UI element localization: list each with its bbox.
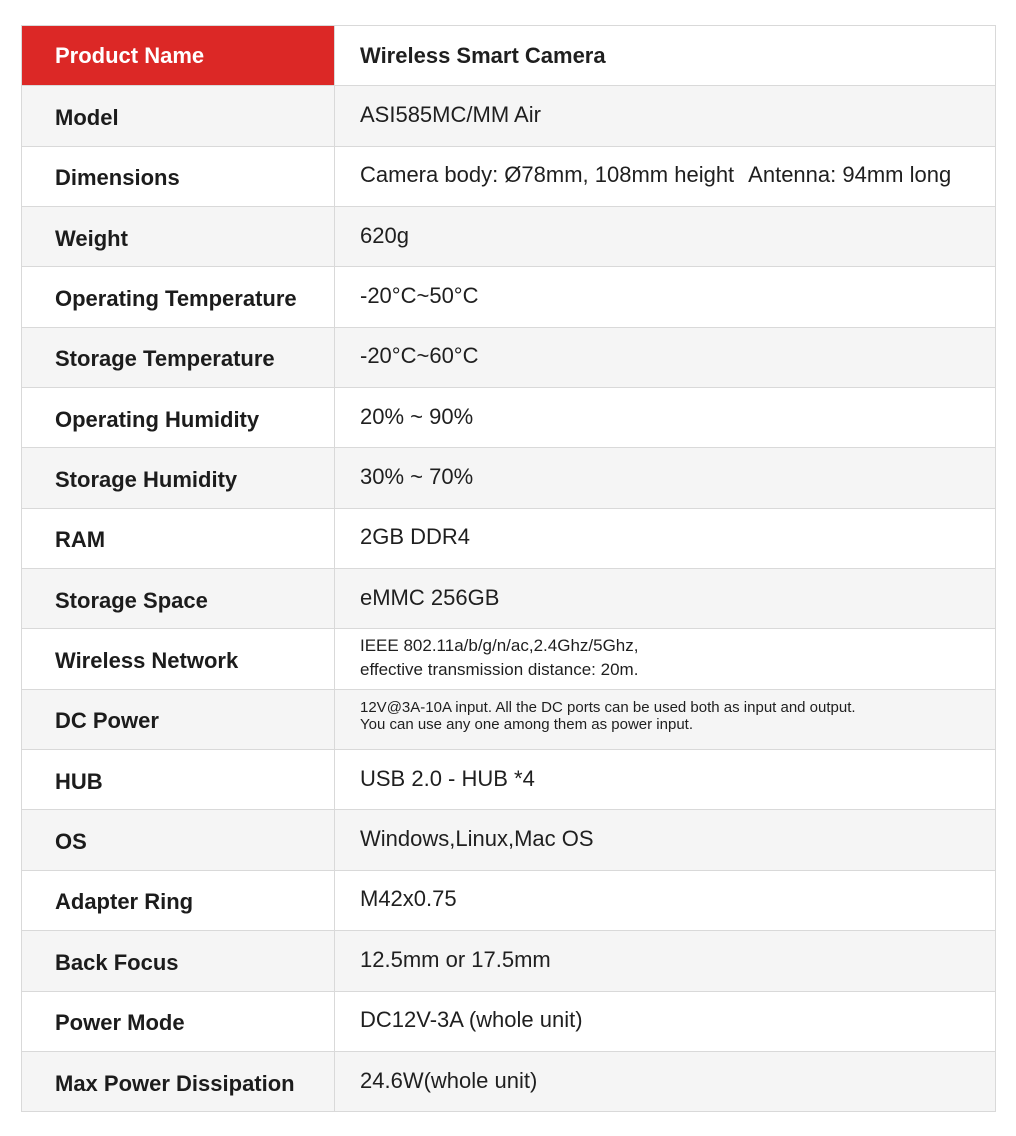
row-label: Max Power Dissipation bbox=[22, 1052, 335, 1111]
row-label: Weight bbox=[22, 207, 335, 266]
table-row-os bbox=[22, 810, 996, 870]
row-label: DC Power bbox=[22, 690, 335, 749]
row-value: 2GB DDR4 bbox=[335, 509, 996, 568]
table-row-operating-humidity bbox=[22, 388, 996, 448]
table-header-row bbox=[22, 26, 996, 86]
table-row-power-mode bbox=[22, 992, 996, 1052]
table-row-adapter-ring bbox=[22, 871, 996, 931]
row-label: Model bbox=[22, 86, 335, 145]
row-label: Wireless Network bbox=[22, 629, 335, 688]
row-value: 20% ~ 90% bbox=[335, 388, 996, 447]
table-row-back-focus bbox=[22, 931, 996, 991]
row-value: 620g bbox=[335, 207, 996, 266]
table-row-hub bbox=[22, 750, 996, 810]
row-value: -20°C~50°C bbox=[335, 267, 996, 326]
row-value: ASI585MC/MM Air bbox=[335, 86, 996, 145]
dc-power-line-2: You can use any one among them as power input. bbox=[360, 716, 694, 734]
header-label: Product Name bbox=[22, 26, 335, 85]
row-value: DC12V-3A (whole unit) bbox=[335, 992, 996, 1051]
row-value: M42x0.75 bbox=[335, 871, 996, 930]
row-value: 12.5mm or 17.5mm bbox=[335, 931, 996, 990]
dc-power-line-1: 12V@3A-10A input. All the DC ports can be used both as input and output. bbox=[360, 699, 856, 717]
row-value: -20°C~60°C bbox=[335, 328, 996, 387]
table-row-operating-temperature bbox=[22, 267, 996, 327]
row-label: Storage Temperature bbox=[22, 328, 335, 387]
row-label: Back Focus bbox=[22, 931, 335, 990]
row-label: Storage Humidity bbox=[22, 448, 335, 507]
dimensions-body: Camera body: Ø78mm, 108mm height bbox=[360, 162, 735, 188]
table-row-dc-power bbox=[22, 690, 996, 750]
table-row-storage-temperature bbox=[22, 328, 996, 388]
wireless-line-2: effective transmission distance: 20m. bbox=[360, 660, 639, 680]
table-row-max-power-dissipation bbox=[22, 1052, 996, 1112]
table-row-storage-space bbox=[22, 569, 996, 629]
row-value bbox=[335, 147, 996, 206]
row-label: Power Mode bbox=[22, 992, 335, 1051]
wireless-line-1: IEEE 802.11a/b/g/n/ac,2.4Ghz/5Ghz, bbox=[360, 636, 639, 656]
row-label: Operating Temperature bbox=[22, 267, 335, 326]
table-row-dimensions bbox=[22, 147, 996, 207]
row-value: Windows,Linux,Mac OS bbox=[335, 810, 996, 869]
row-label: Adapter Ring bbox=[22, 871, 335, 930]
dimensions-antenna: Antenna: 94mm long bbox=[748, 162, 952, 188]
row-value: 24.6W(whole unit) bbox=[335, 1052, 996, 1111]
row-value bbox=[335, 629, 996, 688]
row-label: Storage Space bbox=[22, 569, 335, 628]
row-label: OS bbox=[22, 810, 335, 869]
row-label: HUB bbox=[22, 750, 335, 809]
table-row-ram bbox=[22, 509, 996, 569]
row-label: Dimensions bbox=[22, 147, 335, 206]
row-label: RAM bbox=[22, 509, 335, 568]
spec-table bbox=[21, 25, 996, 1112]
row-label: Operating Humidity bbox=[22, 388, 335, 447]
table-row-weight bbox=[22, 207, 996, 267]
table-row-wireless-network bbox=[22, 629, 996, 689]
row-value: eMMC 256GB bbox=[335, 569, 996, 628]
row-value: 30% ~ 70% bbox=[335, 448, 996, 507]
header-value: Wireless Smart Camera bbox=[335, 26, 996, 85]
row-value bbox=[335, 690, 996, 749]
table-row-model bbox=[22, 86, 996, 146]
table-row-storage-humidity bbox=[22, 448, 996, 508]
row-value: USB 2.0 - HUB *4 bbox=[335, 750, 996, 809]
